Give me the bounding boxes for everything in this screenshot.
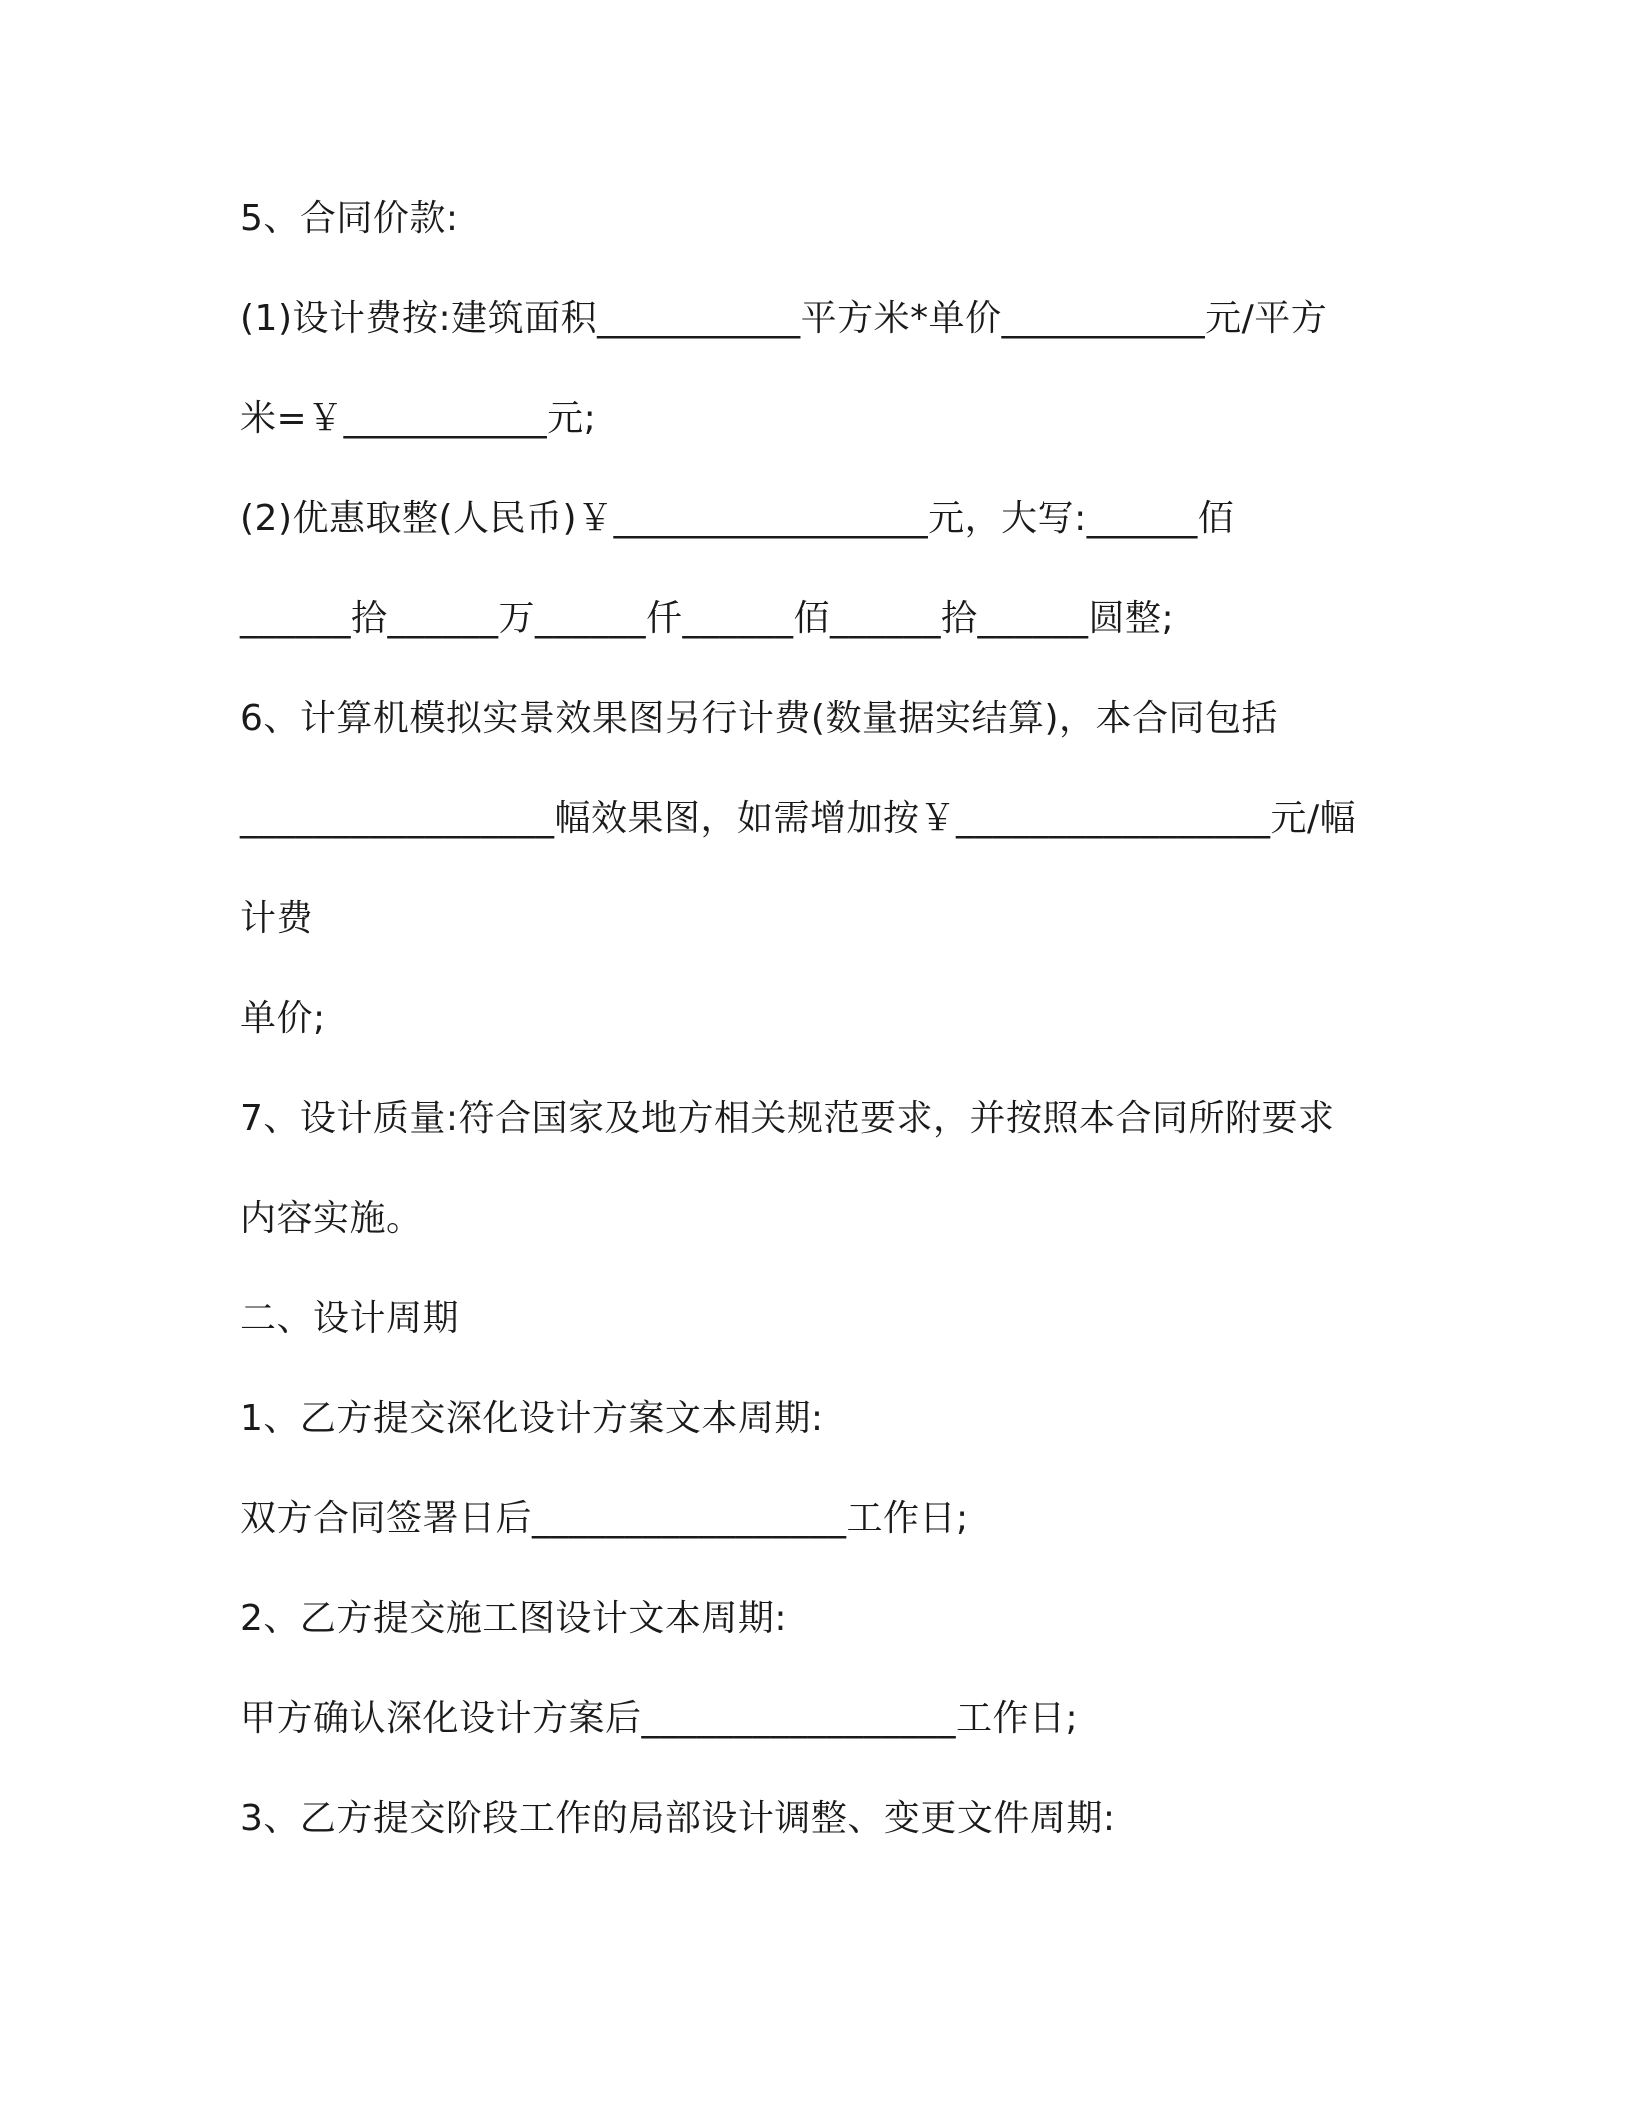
design-quality-continued: 内容实施。 xyxy=(240,1198,423,1239)
design-fee-total: 米=￥___________元; xyxy=(240,398,597,439)
period-item-1-detail: 双方合同签署日后_________________工作日; xyxy=(240,1498,969,1539)
rendering-fee-continued: 计费 xyxy=(240,898,314,939)
rendering-unit-price: 单价; xyxy=(240,998,326,1039)
rendering-fee-clause: _________________幅效果图，如需增加按￥_________________元/幅 xyxy=(240,798,1357,839)
section-heading-contract-price: 5、合同价款: xyxy=(240,198,459,239)
period-item-3-heading: 3、乙方提交阶段工作的局部设计调整、变更文件周期: xyxy=(240,1798,1116,1839)
amount-in-words: ______拾______万______仟______佰______拾______圆整; xyxy=(240,598,1175,639)
period-item-2-detail: 甲方确认深化设计方案后_________________工作日; xyxy=(240,1698,1079,1739)
section-heading-design-period: 二、设计周期 xyxy=(240,1298,460,1339)
design-fee-clause: (1)设计费按:建筑面积___________平方米*单价___________元/平方 xyxy=(240,298,1328,339)
design-quality-clause: 7、设计质量:符合国家及地方相关规范要求，并按照本合同所附要求 xyxy=(240,1098,1335,1139)
discount-clause: (2)优惠取整(人民币)￥_________________元，大写:______佰 xyxy=(240,498,1235,539)
period-item-2-heading: 2、乙方提交施工图设计文本周期: xyxy=(240,1598,788,1639)
rendering-fee-heading: 6、计算机模拟实景效果图另行计费(数量据实结算)，本合同包括 xyxy=(240,698,1278,739)
period-item-1-heading: 1、乙方提交深化设计方案文本周期: xyxy=(240,1398,824,1439)
